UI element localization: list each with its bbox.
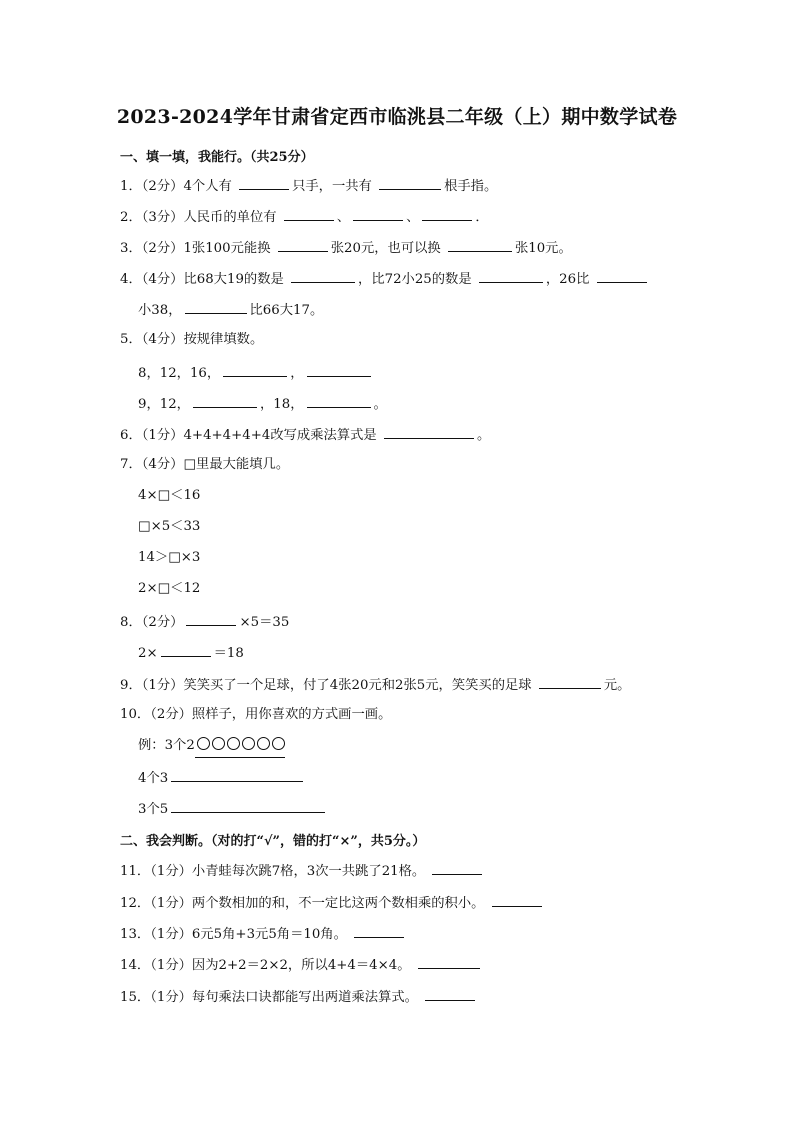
question-7-line-1: 4×□＜16	[138, 488, 201, 503]
answer-blank[interactable]	[284, 206, 334, 221]
answer-blank[interactable]	[161, 642, 211, 657]
question-10-line-2: 3个5	[138, 798, 328, 820]
answer-blank[interactable]	[597, 268, 647, 283]
answer-blank[interactable]	[432, 860, 482, 875]
answer-blank[interactable]	[307, 362, 371, 377]
page-title: 2023-2024学年甘肃省定西市临洮县二年级（上）期中数学试卷	[116, 106, 678, 128]
question-6: 6．（1分）4+4+4+4+4改写成乘法算式是 。	[120, 424, 490, 446]
answer-blank[interactable]	[354, 923, 404, 938]
question-7-line-3: 14＞□×3	[138, 550, 201, 565]
question-2: 2．（3分）人民币的单位有 、 、 ．	[120, 206, 489, 228]
question-10-example: 例：3个2	[138, 736, 285, 758]
answer-blank[interactable]	[278, 237, 328, 252]
answer-blank[interactable]	[384, 424, 474, 439]
question-10-line-1: 4个3	[138, 767, 306, 789]
answer-blank[interactable]	[223, 362, 287, 377]
question-14: 14．（1分）因为2+2＝2×2，所以4+4＝4×4。	[120, 954, 483, 976]
answer-blank[interactable]	[186, 611, 236, 626]
drawing-blank[interactable]	[171, 798, 325, 813]
question-5: 5．（4分）按规律填数。	[120, 332, 264, 347]
section-heading-judge: 二、我会判断。（对的打“√”，错的打“×”，共5分。）	[120, 834, 426, 849]
answer-blank[interactable]	[422, 206, 472, 221]
answer-blank[interactable]	[353, 206, 403, 221]
circle-icon	[272, 737, 285, 750]
circles-drawing	[195, 736, 285, 758]
question-3: 3．（2分）1张100元能换 张20元，也可以换 张10元。	[120, 237, 572, 259]
question-8: 8．（2分） ×5＝35	[120, 611, 289, 633]
answer-blank[interactable]	[418, 954, 480, 969]
question-7-line-4: 2×□＜12	[138, 581, 201, 596]
answer-blank[interactable]	[291, 268, 355, 283]
answer-blank[interactable]	[185, 299, 247, 314]
question-15: 15．（1分）每句乘法口诀都能写出两道乘法算式。	[120, 986, 478, 1008]
question-5-row-2: 9，12， ，18， 。	[138, 393, 387, 415]
answer-blank[interactable]	[492, 892, 542, 907]
answer-blank[interactable]	[193, 393, 257, 408]
circle-icon	[212, 737, 225, 750]
answer-blank[interactable]	[239, 175, 289, 190]
answer-blank[interactable]	[479, 268, 543, 283]
question-12: 12．（1分）两个数相加的和，不一定比这两个数相乘的积小。	[120, 892, 545, 914]
answer-blank[interactable]	[307, 393, 371, 408]
question-4-continued: 小38， 比66大17。	[138, 299, 323, 321]
circle-icon	[257, 737, 270, 750]
question-10: 10．（2分）照样子，用你喜欢的方式画一画。	[120, 707, 392, 722]
question-8-line-2: 2× ＝18	[138, 642, 244, 664]
answer-blank[interactable]	[379, 175, 441, 190]
question-7-line-2: □×5＜33	[138, 519, 201, 534]
question-9: 9．（1分）笑笑买了一个足球，付了4张20元和2张5元，笑笑买的足球 元。	[120, 674, 630, 696]
question-13: 13．（1分）6元5角+3元5角＝10角。	[120, 923, 407, 945]
question-4: 4．（4分）比68大19的数是 ，比72小25的数是 ，26比	[120, 268, 650, 290]
circle-icon	[227, 737, 240, 750]
circle-icon	[197, 737, 210, 750]
circle-icon	[242, 737, 255, 750]
answer-blank[interactable]	[425, 986, 475, 1001]
question-5-row-1: 8，12，16， ，	[138, 362, 374, 384]
answer-blank[interactable]	[448, 237, 512, 252]
drawing-blank[interactable]	[171, 767, 303, 782]
answer-blank[interactable]	[539, 674, 601, 689]
question-7: 7．（4分）□里最大能填几。	[120, 457, 290, 472]
question-1: 1．（2分）4个人有 只手，一共有 根手指。	[120, 175, 497, 197]
section-heading-fill-in: 一、填一填，我能行。（共25分）	[120, 150, 314, 165]
question-11: 11．（1分）小青蛙每次跳7格，3次一共跳了21格。	[120, 860, 485, 882]
